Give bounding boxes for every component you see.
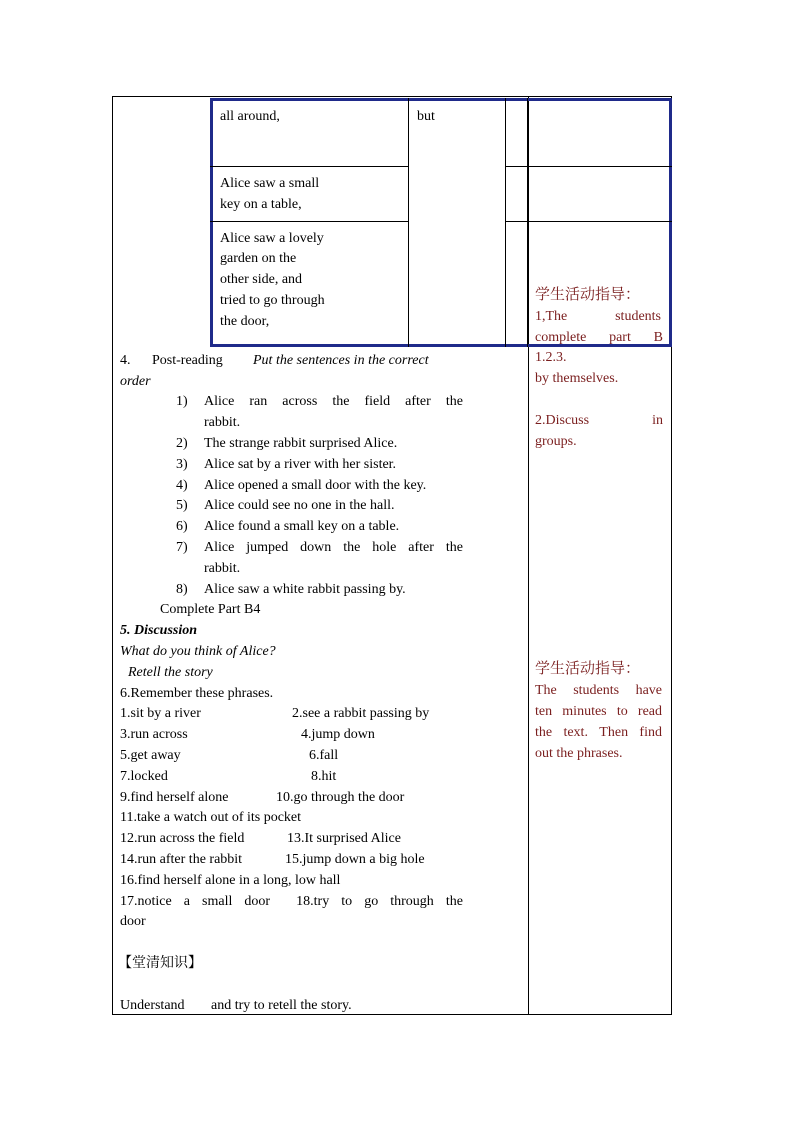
- item-8-number: 8): [176, 582, 188, 597]
- item-1-number: 1): [176, 394, 188, 409]
- discussion-retell: Retell the story: [128, 665, 213, 680]
- phrase-17-word: a: [183, 894, 190, 909]
- guide2-word: minutes: [562, 704, 607, 719]
- phrase-18-word: the: [445, 894, 463, 909]
- outer-border-top: [112, 96, 672, 97]
- inner-cell-garden-line-4: tried to go through: [220, 293, 325, 308]
- phrase-15: 15.jump down a big hole: [285, 852, 425, 867]
- guide2-word: to: [616, 704, 628, 719]
- item-1-word: across: [282, 394, 318, 409]
- phrase-17-18: [120, 891, 463, 912]
- guide1-line1: [535, 306, 661, 327]
- inner-col-3: [527, 98, 528, 347]
- item-3-text: Alice sat by a river with her sister.: [204, 457, 397, 472]
- guide2-word: students: [573, 683, 620, 698]
- item-7-word: hole: [372, 540, 397, 555]
- post-reading-label: Post-reading: [152, 353, 223, 368]
- guide1-line5: [535, 410, 663, 431]
- guide2-word: find: [639, 725, 662, 740]
- guide1-line4: by themselves.: [535, 371, 619, 386]
- phrase-13: 13.It surprised Alice: [287, 831, 401, 846]
- item-4-number: 4): [176, 478, 188, 493]
- guide2-title: 学生活动指导：: [535, 661, 641, 677]
- phrase-17-word: door: [244, 894, 271, 909]
- inner-row-1b: [505, 166, 672, 167]
- guide2-word: Then: [599, 725, 629, 740]
- guide1-line2: [535, 327, 663, 348]
- item-1-text: [204, 391, 463, 412]
- complete-part-b4: Complete Part B4: [160, 602, 261, 617]
- guide2-line2: [535, 701, 662, 722]
- phrase-5: 5.get away: [120, 748, 181, 763]
- discussion-heading: 5. Discussion: [120, 623, 198, 638]
- phrase-17-word: small: [202, 894, 233, 909]
- guide1-word: in: [652, 413, 663, 428]
- item-2-text: The strange rabbit surprised Alice.: [204, 436, 398, 451]
- inner-border-left: [210, 98, 213, 347]
- item-1-cont: rabbit.: [204, 415, 241, 430]
- guide2-word: text.: [563, 725, 588, 740]
- item-4-text: Alice opened a small door with the key.: [204, 478, 427, 493]
- guide2-line4: out the phrases.: [535, 746, 623, 761]
- phrase-7: 7.locked: [120, 769, 168, 784]
- understand-rest: and try to retell the story.: [211, 998, 352, 1013]
- guide2-word: The: [535, 683, 557, 698]
- item-2-number: 2): [176, 436, 188, 451]
- phrase-18-word: through: [390, 894, 434, 909]
- phrase-18-word: 18.try: [296, 894, 330, 909]
- phrase-17-word: 17.notice: [120, 894, 172, 909]
- item-7-word: after: [408, 540, 434, 555]
- discussion-question: What do you think of Alice?: [120, 644, 276, 659]
- item-1-word: the: [445, 394, 463, 409]
- knowledge-heading: 【堂清知识】: [118, 956, 202, 971]
- item-7-word: the: [445, 540, 463, 555]
- guide1-word: B: [653, 330, 663, 345]
- phrase-10: 10.go through the door: [276, 790, 405, 805]
- phrases-heading: 6.Remember these phrases.: [120, 686, 274, 701]
- phrase-18-word: to: [341, 894, 353, 909]
- guide2-word: read: [637, 704, 662, 719]
- item-7-word: the: [343, 540, 361, 555]
- item-7-word: down: [300, 540, 332, 555]
- guide2-word: the: [535, 725, 553, 740]
- inner-cell-but: but: [417, 109, 435, 124]
- guide2-line3: [535, 722, 662, 743]
- understand-word: Understand: [120, 998, 185, 1013]
- item-1-word: the: [332, 394, 350, 409]
- phrase-4: 4.jump down: [301, 727, 375, 742]
- guide1-word: 1,The: [535, 309, 568, 324]
- phrase-12: 12.run across the field: [120, 831, 245, 846]
- post-reading-instruction-cont: order: [120, 374, 151, 389]
- inner-col-1: [408, 98, 409, 347]
- item-7-text: [204, 537, 463, 558]
- inner-cell-garden-line-1: Alice saw a lovely: [220, 231, 324, 246]
- guide1-title: 学生活动指导：: [535, 287, 641, 303]
- guide1-word: part: [609, 330, 631, 345]
- inner-cell-key-line-1: Alice saw a small: [220, 176, 320, 191]
- item-6-text: Alice found a small key on a table.: [204, 519, 400, 534]
- guide2-word: ten: [535, 704, 553, 719]
- inner-row-1: [210, 166, 408, 167]
- phrase-2: 2.see a rabbit passing by: [292, 706, 430, 721]
- inner-border-right: [669, 98, 672, 347]
- item-7-cont: rabbit.: [204, 561, 241, 576]
- phrase-3: 3.run across: [120, 727, 188, 742]
- item-7-word: Alice: [204, 540, 235, 555]
- inner-row-2: [210, 221, 408, 222]
- post-reading-number: 4.: [120, 353, 131, 368]
- phrase-16: 16.find herself alone in a long, low hall: [120, 873, 341, 888]
- phrase-18-cont: door: [120, 914, 146, 929]
- phrase-14: 14.run after the rabbit: [120, 852, 243, 867]
- inner-cell-garden-line-5: the door,: [220, 314, 270, 329]
- item-1-word: field: [364, 394, 391, 409]
- guide1-word: 2.Discuss: [535, 413, 590, 428]
- item-7-word: jumped: [246, 540, 289, 555]
- item-5-text: Alice could see no one in the hall.: [204, 498, 395, 513]
- phrase-8: 8.hit: [311, 769, 337, 784]
- phrase-11: 11.take a watch out of its pocket: [120, 810, 302, 825]
- outer-border-bottom: [112, 1014, 672, 1015]
- phrase-18-word: go: [364, 894, 379, 909]
- guide1-word: complete: [535, 330, 587, 345]
- inner-row-2b: [505, 221, 672, 222]
- phrase-1: 1.sit by a river: [120, 706, 201, 721]
- item-7-number: 7): [176, 540, 188, 555]
- inner-col-2: [505, 98, 506, 347]
- item-1-word: ran: [249, 394, 268, 409]
- item-8-text: Alice saw a white rabbit passing by.: [204, 582, 406, 597]
- inner-cell-key-line-2: key on a table,: [220, 197, 302, 212]
- post-reading-instruction: Put the sentences in the correct: [253, 353, 429, 368]
- inner-cell-garden-line-3: other side, and: [220, 272, 303, 287]
- item-1-word: Alice: [204, 394, 235, 409]
- item-3-number: 3): [176, 457, 188, 472]
- phrase-9: 9.find herself alone: [120, 790, 229, 805]
- inner-border-top: [210, 98, 672, 101]
- item-6-number: 6): [176, 519, 188, 534]
- inner-cell-all-around: all around,: [220, 109, 280, 124]
- phrase-6: 6.fall: [309, 748, 339, 763]
- outer-border-left: [112, 96, 113, 1015]
- guide2-line1: [535, 680, 662, 701]
- item-1-word: after: [405, 394, 431, 409]
- inner-cell-garden-line-2: garden on the: [220, 251, 297, 266]
- guide1-word: students: [615, 309, 661, 324]
- guide1-line3: 1.2.3.: [535, 350, 567, 365]
- guide2-word: have: [635, 683, 662, 698]
- guide1-line6: groups.: [535, 434, 577, 449]
- item-5-number: 5): [176, 498, 188, 513]
